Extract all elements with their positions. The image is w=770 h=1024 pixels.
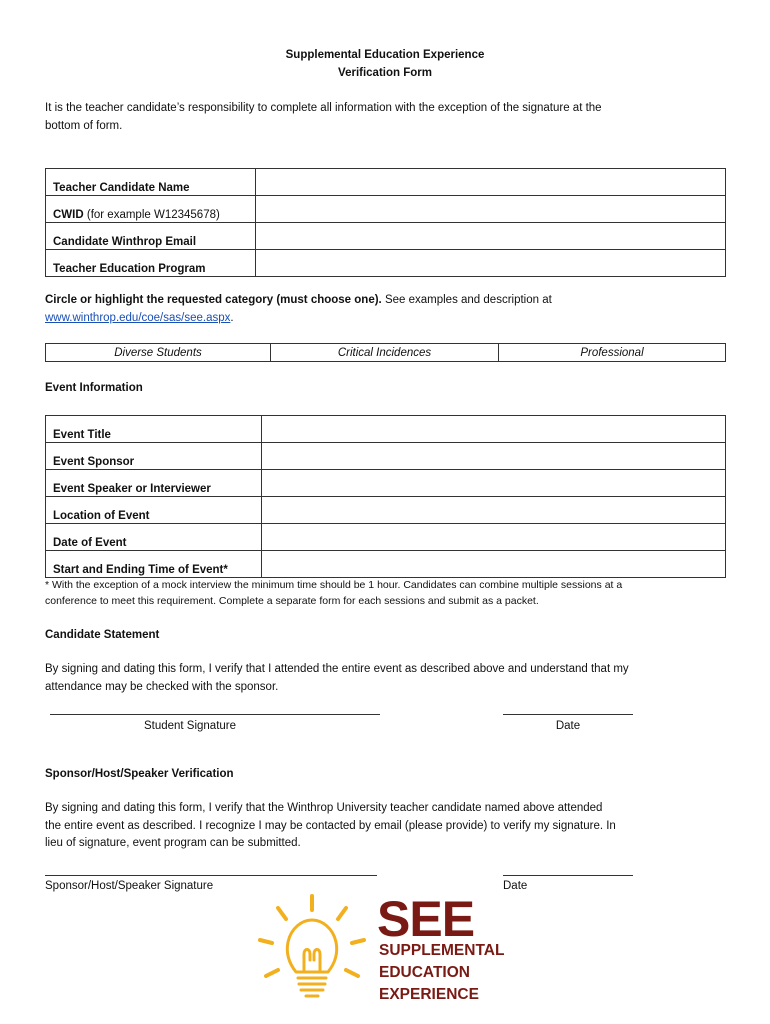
category-options-table <box>45 343 726 362</box>
form-subtitle: Verification Form <box>338 67 432 79</box>
sponsor-statement-line-2: the entire event as described. I recognize I may be contacted by email (please provide) to verify my signature. In <box>45 820 616 832</box>
event-speaker-label: Event Speaker or Interviewer <box>46 470 262 497</box>
sponsor-verification-heading: Sponsor/Host/Speaker Verification <box>45 768 234 780</box>
event-time-label: Start and Ending Time of Event* <box>46 551 262 578</box>
category-option-diverse-students[interactable]: Diverse Students <box>46 344 271 362</box>
category-option-critical-incidences[interactable]: Critical Incidences <box>271 344 499 362</box>
sponsor-signature-line[interactable] <box>45 875 377 876</box>
link-suffix: . <box>230 312 234 324</box>
cwid-label-bold: CWID <box>53 209 84 221</box>
candidate-statement-line-1: By signing and dating this form, I verify that I attended the entire event as described above and understand that my <box>45 663 629 675</box>
sponsor-signature-label: Sponsor/Host/Speaker Signature <box>45 880 214 892</box>
student-signature-line[interactable] <box>50 714 380 715</box>
event-title-label: Event Title <box>46 416 262 443</box>
intro-line-1: It is the teacher candidate’s responsibility to complete all information with the exception of the signature at the <box>45 102 602 114</box>
cwid-field[interactable] <box>256 196 726 223</box>
sponsor-date-line[interactable] <box>503 875 633 876</box>
logo-line-experience: EXPERIENCE <box>379 986 479 1003</box>
sponsor-statement-line-3: lieu of signature, event program can be submitted. <box>45 837 301 849</box>
lightbulb-icon <box>252 890 372 1008</box>
cwid-label <box>46 196 256 223</box>
candidate-info-table <box>45 168 726 277</box>
event-title-field[interactable] <box>262 416 726 443</box>
student-date-line[interactable] <box>503 714 633 715</box>
education-program-field[interactable] <box>256 250 726 277</box>
form-title: Supplemental Education Experience <box>285 49 485 61</box>
event-date-label: Date of Event <box>46 524 262 551</box>
event-speaker-field[interactable] <box>262 470 726 497</box>
cwid-label-note: (for example W12345678) <box>83 209 220 221</box>
table-row <box>46 497 726 524</box>
candidate-email-field[interactable] <box>256 223 726 250</box>
event-info-table <box>45 415 726 578</box>
student-signature-label: Student Signature <box>143 720 237 732</box>
time-footnote-line-2: conference to meet this requirement. Complete a separate form for each sessions and submit as a packet. <box>45 595 539 607</box>
event-location-label: Location of Event <box>46 497 262 524</box>
logo-line-education: EDUCATION <box>379 964 470 981</box>
event-sponsor-label: Event Sponsor <box>46 443 262 470</box>
table-row <box>46 524 726 551</box>
category-option-professional[interactable]: Professional <box>499 344 726 362</box>
table-row <box>46 196 726 223</box>
event-location-field[interactable] <box>262 497 726 524</box>
sponsor-statement-line-1: By signing and dating this form, I verify that the Winthrop University teacher candidate named above attended <box>45 802 603 814</box>
category-instruction-bold: Circle or highlight the requested category (must choose one). <box>45 294 382 306</box>
category-instruction-rest: See examples and description at <box>381 294 552 306</box>
student-date-label: Date <box>555 720 581 732</box>
event-sponsor-field[interactable] <box>262 443 726 470</box>
logo-line-supplemental: SUPPLEMENTAL <box>379 942 505 959</box>
category-link-line <box>45 310 234 326</box>
education-program-label: Teacher Education Program <box>46 250 256 277</box>
candidate-email-label: Candidate Winthrop Email <box>46 223 256 250</box>
candidate-name-field[interactable] <box>256 169 726 196</box>
table-row <box>46 551 726 578</box>
logo-see-text: SEE <box>377 891 475 947</box>
time-footnote-line-1: * With the exception of a mock interview the minimum time should be 1 hour. Candidates can combine multiple sessions at a <box>45 579 623 591</box>
table-row <box>46 169 726 196</box>
table-row <box>46 250 726 277</box>
table-row <box>46 443 726 470</box>
table-row <box>46 470 726 497</box>
table-row <box>46 416 726 443</box>
event-date-field[interactable] <box>262 524 726 551</box>
table-row <box>46 223 726 250</box>
event-info-heading: Event Information <box>45 382 143 394</box>
category-instruction <box>45 292 552 308</box>
candidate-statement-heading: Candidate Statement <box>45 629 160 641</box>
candidate-statement-line-2: attendance may be checked with the sponsor. <box>45 681 279 693</box>
candidate-name-label: Teacher Candidate Name <box>46 169 256 196</box>
see-examples-link[interactable]: www.winthrop.edu/coe/sas/see.aspx <box>45 312 231 324</box>
intro-line-2: bottom of form. <box>45 120 123 132</box>
event-time-field[interactable] <box>262 551 726 578</box>
sponsor-date-label: Date <box>503 880 528 892</box>
